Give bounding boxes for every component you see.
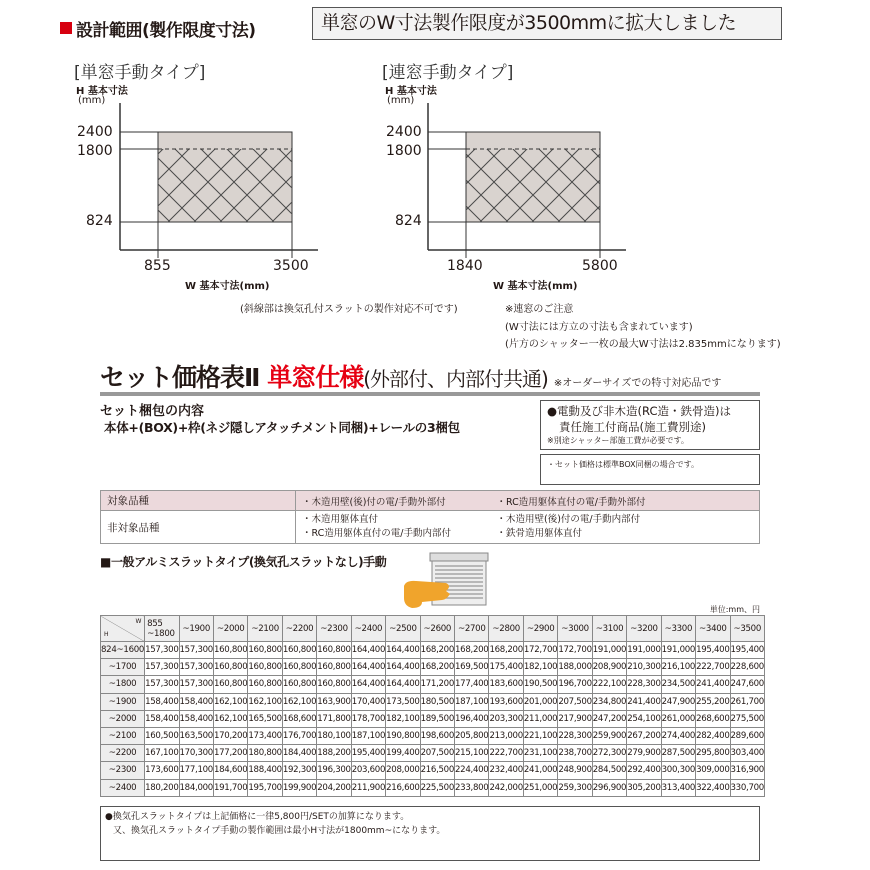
price-cell: 241,400 [696,676,730,693]
price-cell: 158,400 [179,693,213,710]
footnote: ●換気孔スラットタイプは上記価格に一律5,800円/SETの加算になります。 [105,812,410,822]
price-cell: 316,900 [730,762,764,779]
price-cell: 232,400 [489,762,523,779]
price-cell: 180,800 [248,745,282,762]
double-note: (W寸法には方立の寸法も含まれています) [505,322,693,333]
single-chart [120,103,318,258]
price-cell: 241,400 [627,693,661,710]
price-cell: 163,900 [317,693,351,710]
price-cell: 195,400 [351,745,385,762]
price-cell: 248,900 [558,762,592,779]
column-header: ~2800 [489,616,523,642]
price-cell: 233,800 [455,779,489,796]
single-w-label: W 基本寸法(mm) [185,281,270,292]
column-header: ~2300 [317,616,351,642]
price-cell: 238,700 [558,745,592,762]
price-cell: 180,200 [145,779,179,796]
price-cell: 165,500 [248,710,282,727]
double-w-tick: 5800 [582,258,618,274]
row-header: ~2000 [101,710,145,727]
price-cell: 222,100 [592,676,626,693]
price-cell: 182,100 [523,659,557,676]
price-cell: 171,200 [420,676,454,693]
column-header: ~3000 [558,616,592,642]
price-cell: 177,400 [455,676,489,693]
type-heading-text: ■一般アルミスラットタイプ(換気孔スラットなし)手動 [100,555,387,569]
table-row [101,659,765,676]
price-cell: 261,000 [661,710,695,727]
row-header: ~2100 [101,727,145,744]
price-cell: 228,300 [627,676,661,693]
price-cell: 199,400 [386,745,420,762]
price-cell: 282,400 [696,727,730,744]
price-cell: 157,300 [179,659,213,676]
price-cell: 160,800 [213,642,247,659]
column-header: ~2100 [248,616,282,642]
price-cell: 207,500 [558,693,592,710]
nontarget-item: ・木造用壁(後)付の電/手動内部付 [496,514,641,525]
price-cell: 160,500 [145,727,179,744]
hatch-note: (斜線部は換気孔付スラットの製作対応不可です) [240,304,458,315]
price-cell: 157,300 [145,676,179,693]
price-cell: 222,700 [489,745,523,762]
price-cell: 164,400 [351,676,385,693]
column-header: ~1900 [179,616,213,642]
double-type-title: [連窓手動タイプ] [382,63,514,83]
table-row [101,779,765,796]
price-cell: 172,700 [523,642,557,659]
price-cell: 162,100 [213,710,247,727]
row-header: 824~1600 [101,642,145,659]
price-cell: 168,200 [489,642,523,659]
price-cell: 158,400 [179,710,213,727]
price-cell: 259,900 [592,727,626,744]
price-cell: 203,300 [489,710,523,727]
column-header: ~2500 [386,616,420,642]
price-cell: 193,600 [489,693,523,710]
single-type-title: [単窓手動タイプ] [74,63,206,83]
notice-line: ※別途シャッター部施工費が必要です。 [547,436,689,445]
price-cell: 173,400 [248,727,282,744]
price-cell: 201,000 [523,693,557,710]
price-title [100,358,721,394]
price-cell: 228,600 [730,659,764,676]
price-cell: 190,800 [386,727,420,744]
target-item: ・木造用壁(後)付の電/手動外部付 [296,491,491,511]
price-cell: 284,500 [592,762,626,779]
table-row [101,710,765,727]
target-item: ・RC造用躯体直付の電/手動外部付 [491,491,760,511]
price-cell: 189,500 [420,710,454,727]
column-header: ~2700 [455,616,489,642]
price-cell: 170,300 [179,745,213,762]
divider [100,392,760,396]
column-header: ~2600 [420,616,454,642]
price-cell: 173,500 [386,693,420,710]
price-cell: 160,800 [282,676,316,693]
price-cell: 267,200 [627,727,661,744]
price-title-main: セット価格表Ⅱ [100,363,260,392]
single-h-label: H 基本寸法 [76,86,128,97]
column-header: ~2400 [351,616,385,642]
price-cell: 171,800 [317,710,351,727]
price-cell: 187,100 [455,693,489,710]
price-cell: 164,400 [386,676,420,693]
price-cell: 196,300 [317,762,351,779]
footnote-box [100,806,760,861]
price-table [100,615,765,797]
price-cell: 160,800 [282,642,316,659]
price-cell: 188,400 [248,762,282,779]
single-w-tick: 855 [144,258,171,274]
target-label: 対象品種 [101,491,296,511]
price-cell: 170,400 [351,693,385,710]
double-note: (片方のシャッター一枚の最大W寸法は2.835mmになります) [505,339,781,350]
price-cell: 216,600 [386,779,420,796]
price-cell: 292,400 [627,762,661,779]
price-cell: 168,200 [455,642,489,659]
price-cell: 215,100 [455,745,489,762]
row-header: ~2400 [101,779,145,796]
price-cell: 275,500 [730,710,764,727]
coverage-table [100,490,760,544]
price-cell: 187,100 [351,727,385,744]
price-cell: 268,600 [696,710,730,727]
nontarget-item: ・鉄骨造用躯体直付 [496,528,583,539]
price-cell: 173,600 [145,762,179,779]
nontarget-row [101,511,760,544]
price-cell: 221,100 [523,727,557,744]
column-header: ~3500 [730,616,764,642]
price-cell: 160,800 [248,659,282,676]
price-cell: 188,200 [317,745,351,762]
column-header: ~3300 [661,616,695,642]
table-row [101,693,765,710]
price-cell: 231,100 [523,745,557,762]
price-cell: 177,200 [213,745,247,762]
price-cell: 168,600 [282,710,316,727]
price-cell: 205,800 [455,727,489,744]
price-cell: 168,200 [420,659,454,676]
price-cell: 190,500 [523,676,557,693]
price-title-paren: (外部付、内部付共通) [363,367,548,391]
price-cell: 216,100 [661,659,695,676]
nontarget-item: ・RC造用躯体直付の電/手動内部付 [302,528,451,539]
column-header: ~2900 [523,616,557,642]
double-chart [428,103,626,258]
price-cell: 313,400 [661,779,695,796]
row-header: ~1700 [101,659,145,676]
price-cell: 160,800 [213,676,247,693]
price-cell: 162,100 [248,693,282,710]
price-cell: 228,300 [558,727,592,744]
price-cell: 164,400 [386,642,420,659]
price-cell: 198,600 [420,727,454,744]
price-cell: 191,700 [213,779,247,796]
single-h-unit: (mm) [78,95,106,106]
row-header: ~2300 [101,762,145,779]
price-cell: 162,100 [213,693,247,710]
column-header: 855 ~1800 [145,616,179,642]
table-row [101,745,765,762]
price-cell: 160,800 [317,642,351,659]
price-cell: 160,800 [317,659,351,676]
price-cell: 167,100 [145,745,179,762]
corner-cell [101,616,145,642]
price-cell: 203,600 [351,762,385,779]
price-cell: 274,400 [661,727,695,744]
price-cell: 158,400 [145,710,179,727]
notice-line: ●電動及び非木造(RC造・鉄骨造)は [547,404,731,418]
price-cell: 247,200 [592,710,626,727]
price-cell: 195,400 [730,642,764,659]
double-w-tick: 1840 [447,258,483,274]
price-title-note: ※オーダーサイズでの特寸対応品です [553,378,722,389]
price-cell: 261,700 [730,693,764,710]
price-cell: 330,700 [730,779,764,796]
price-cell: 251,000 [523,779,557,796]
price-cell: 213,000 [489,727,523,744]
price-cell: 289,600 [730,727,764,744]
single-h-tick: 2400 [77,124,113,140]
single-h-tick: 1800 [77,143,113,159]
price-cell: 169,500 [455,659,489,676]
unit-label: 単位:mm、円 [709,605,760,614]
price-cell: 184,000 [179,779,213,796]
price-cell: 192,300 [282,762,316,779]
table-row [101,676,765,693]
single-diagram [0,0,870,300]
price-cell: 309,000 [696,762,730,779]
banner: 単窓のW寸法製作限度が3500mmに拡大しました [312,7,782,40]
price-cell: 224,400 [455,762,489,779]
price-cell: 188,000 [558,659,592,676]
price-cell: 296,900 [592,779,626,796]
price-cell: 191,000 [592,642,626,659]
price-cell: 158,400 [145,693,179,710]
price-cell: 234,500 [661,676,695,693]
price-cell: 160,800 [248,642,282,659]
price-cell: 195,700 [248,779,282,796]
table-row [101,762,765,779]
column-header: ~3400 [696,616,730,642]
double-h-unit: (mm) [387,95,415,106]
price-cell: 254,100 [627,710,661,727]
price-cell: 172,700 [558,642,592,659]
nontarget-label: 非対象品種 [101,511,296,544]
price-cell: 157,300 [179,642,213,659]
price-cell: 242,000 [489,779,523,796]
column-header: ~3100 [592,616,626,642]
set-contents: 本体+(BOX)+枠(ネジ隠しアタッチメント同梱)+レールの3梱包 [104,420,460,435]
price-cell: 160,800 [213,659,247,676]
price-cell: 164,400 [386,659,420,676]
double-h-tick: 1800 [386,143,422,159]
price-cell: 208,900 [592,659,626,676]
price-cell: 211,000 [523,710,557,727]
price-cell: 164,400 [351,642,385,659]
target-row [101,491,760,511]
price-cell: 234,800 [592,693,626,710]
row-header: ~1900 [101,693,145,710]
price-cell: 177,100 [179,762,213,779]
price-cell: 191,000 [661,642,695,659]
price-cell: 191,000 [627,642,661,659]
shutter-hand-icon [402,550,492,612]
column-header: ~3200 [627,616,661,642]
price-cell: 222,700 [696,659,730,676]
notice-box [540,400,760,450]
price-cell: 241,000 [523,762,557,779]
price-cell: 157,300 [179,676,213,693]
nontarget-item: ・木造用躯体直付 [302,514,379,525]
table-row [101,642,765,659]
double-h-tick: 2400 [386,124,422,140]
single-w-tick: 3500 [273,258,309,274]
price-cell: 300,300 [661,762,695,779]
price-cell: 272,300 [592,745,626,762]
row-header: ~2200 [101,745,145,762]
price-cell: 196,400 [455,710,489,727]
price-cell: 180,100 [317,727,351,744]
design-range-title: 設計範囲(製作限度寸法) [76,21,256,41]
double-h-tick: 824 [395,213,422,229]
table-row [101,727,765,744]
price-cell: 160,800 [282,659,316,676]
price-cell: 168,200 [420,642,454,659]
price-cell: 176,700 [282,727,316,744]
price-cell: 255,200 [696,693,730,710]
price-cell: 216,500 [420,762,454,779]
price-cell: 217,900 [558,710,592,727]
price-cell: 211,900 [351,779,385,796]
price-cell: 247,600 [730,676,764,693]
corner-w: W [135,618,142,625]
price-cell: 160,800 [248,676,282,693]
price-header-row [101,616,765,642]
notice-line: 責任施工付商品(施工費別途) [559,420,706,434]
box-note: ・セット価格は標準BOX同梱の場合です。 [540,454,760,485]
price-cell: 259,300 [558,779,592,796]
price-cell: 303,400 [730,745,764,762]
price-cell: 183,600 [489,676,523,693]
price-cell: 170,200 [213,727,247,744]
price-cell: 184,400 [282,745,316,762]
price-cell: 196,700 [558,676,592,693]
price-cell: 207,500 [420,745,454,762]
price-cell: 199,900 [282,779,316,796]
price-cell: 305,200 [627,779,661,796]
price-cell: 204,200 [317,779,351,796]
price-title-red: 単窓仕様 [267,363,364,392]
price-cell: 157,300 [145,642,179,659]
double-h-label: H 基本寸法 [385,86,437,97]
price-cell: 157,300 [145,659,179,676]
price-cell: 162,100 [282,693,316,710]
double-w-label: W 基本寸法(mm) [493,281,578,292]
corner-h: H [104,631,109,638]
price-cell: 184,600 [213,762,247,779]
price-cell: 279,900 [627,745,661,762]
price-cell: 160,800 [317,676,351,693]
type-heading [100,553,386,570]
price-cell: 175,400 [489,659,523,676]
row-header: ~1800 [101,676,145,693]
price-cell: 210,300 [627,659,661,676]
price-cell: 164,400 [351,659,385,676]
price-cell: 287,500 [661,745,695,762]
price-cell: 322,400 [696,779,730,796]
column-header: ~2200 [282,616,316,642]
set-heading: セット梱包の内容 [100,404,205,419]
price-cell: 247,900 [661,693,695,710]
column-header: ~2000 [213,616,247,642]
price-cell: 225,500 [420,779,454,796]
single-h-tick: 824 [86,213,113,229]
footnote: 又、換気孔スラットタイプ手動の製作範囲は最小H寸法が1800mm~になります。 [113,826,446,836]
price-cell: 178,700 [351,710,385,727]
double-note: ※連窓のご注意 [505,304,574,315]
price-cell: 180,500 [420,693,454,710]
price-cell: 195,400 [696,642,730,659]
price-cell: 182,100 [386,710,420,727]
price-cell: 295,800 [696,745,730,762]
price-cell: 163,500 [179,727,213,744]
price-cell: 208,000 [386,762,420,779]
